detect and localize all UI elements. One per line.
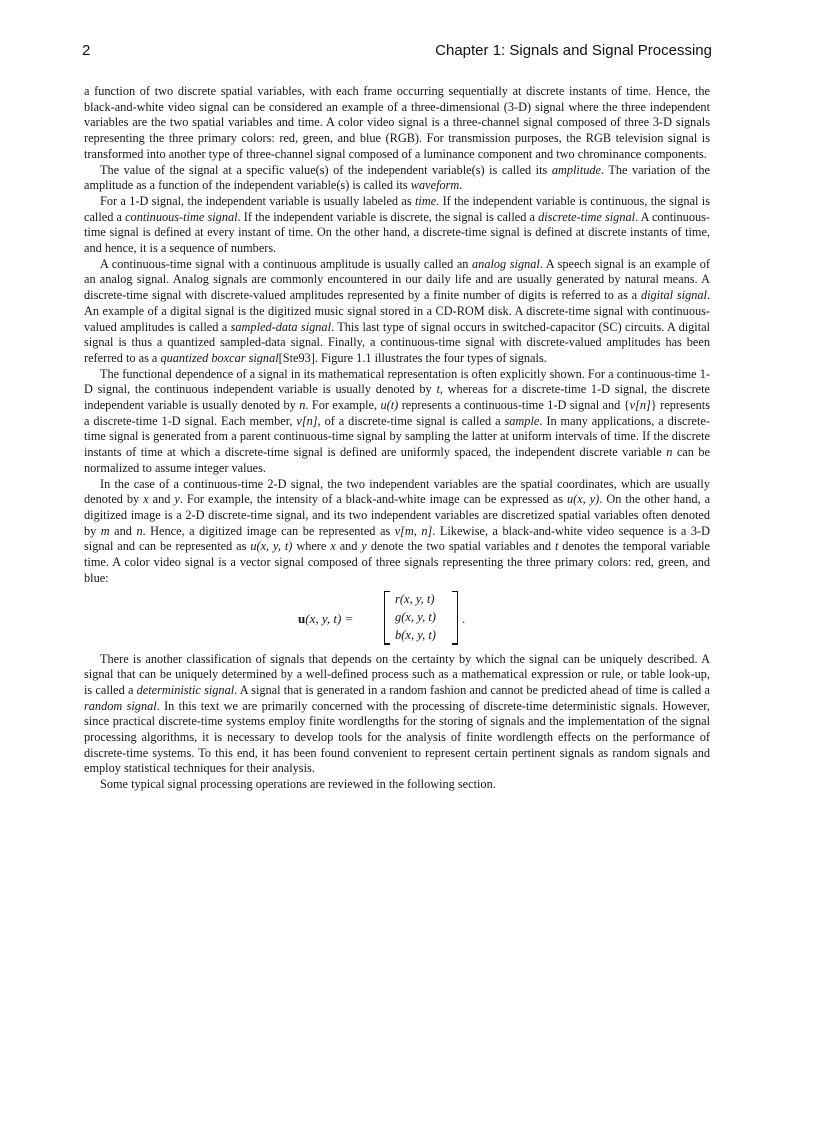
emphasized-term: m [100,523,110,538]
paragraph [84,84,710,163]
emphasized-term: t [436,382,440,397]
text-run: . On the other hand, a digitized image is a 2-D discrete-time signal, and its two independent variables are discretized spatial variables often denoted by [84,492,711,538]
equation-lhs-args: (x, y, t) = [305,610,354,626]
equation-column-vector [384,591,458,645]
page-number: 2 [82,42,91,59]
emphasized-term: x [143,492,149,507]
emphasized-term: discrete-time signal [538,209,636,224]
text-run: . If the independent variable is continuous, the signal is called a [84,193,710,224]
emphasized-term: y [361,539,367,554]
paragraph [84,163,710,194]
emphasized-term: sample [504,413,540,428]
text-run: a function of two discrete spatial variables, with each frame occurring sequentially at discrete instants of time. Hence, the black-and-white video signal can be considered an example of a three-dimensional (3-D) signal where the three independent variables are the two spatial variables and time. A color video signal is a three-channel signal composed of three 3-D signals representing the three primary colors: red, green, and blue (RGB). For transmission purposes, the RGB television signal is transformed into another type of three-channel signal composed of a luminance component and two chrominance components. [84,84,710,161]
text-run: represents a continuous-time 1-D signal and { [398,398,630,413]
paragraph [84,477,710,587]
chapter-title: Chapter 1: Signals and Signal Processing [435,42,712,59]
text-run: and [335,539,362,554]
paragraph [84,777,710,793]
emphasized-term: deterministic signal [136,682,235,697]
text-run: and [109,523,137,538]
text-run: . A continuous-time signal is defined at every instant of time. On the other hand, a discrete-time signal is defined at discrete instants of time, and hence, it is a sequence of numbers. [84,209,711,256]
emphasized-term: n [666,445,673,460]
text-run: . A signal that is generated in a random fashion and cannot be predicted ahead of time is called a [234,682,710,697]
body-text [84,84,710,793]
equation-lhs [298,611,353,627]
text-run: There is another classification of signals that depends on the certainty by which the signal can be uniquely described. A signal that can be uniquely determined by a well-defined process such as a mathematical expression or rule, or table look-up, is called a [84,651,710,697]
text-run: For a 1-D signal, the independent variable is usually labeled as [100,193,415,208]
running-header [82,42,712,62]
emphasized-term: n [136,523,143,538]
text-run: . For example, the intensity of a black-and-white image can be expressed as [179,492,567,507]
emphasized-term: waveform [410,178,460,193]
emphasized-term: u(x, y) [566,492,600,507]
emphasized-term: amplitude [551,162,601,177]
emphasized-term: analog signal [472,256,540,271]
text-run: , whereas for a discrete-time 1-D signal, the discrete independent variable is usually denoted by [84,382,711,413]
emphasized-term: v[m, n] [394,523,433,538]
vector-row-blue: b(x, y, t) [395,627,436,642]
text-run: The functional dependence of a signal in its mathematical representation is often explicitly shown. For a continuous-time 1-D signal, the continuous independent variable is usually denoted by [84,366,710,397]
vector-row-green: g(x, y, t) [395,609,436,624]
paragraph [84,367,710,477]
text-run: . [459,178,463,193]
text-run: and [148,492,175,507]
text-run: . Likewise, a black-and-white video sequence is a 3-D signal and can be represented as [84,523,710,554]
text-run: . An example of a digital signal is the digitized music signal stored in a CD-ROM disk. A discrete-time signal with continuous-valued amplitudes is called a [84,288,711,334]
emphasized-term: x [330,539,336,554]
text-run: . A speech signal is an example of an analog signal. Analog signals are commonly encountered in our daily life and are usually generated by natural means. A discrete-time signal with discrete-valued amplitudes represented by a finite number of digits is referred to as a [84,256,711,303]
emphasized-term: sampled-data signal [230,319,331,334]
text-run: . If the independent variable is discrete, the signal is called a [237,209,539,224]
text-run: The value of the signal at a specific value(s) of the independent variable(s) is called its [100,162,552,177]
text-run: denote the two spatial variables and [366,539,555,554]
emphasized-term: v[n] [296,413,318,428]
paragraph [84,194,710,257]
text-run: denotes the temporal variable time. A color video signal is a vector signal composed of three signals representing the three primary colors: red, green, and blue: [84,539,711,585]
paragraphs-after-equation [84,652,710,793]
emphasized-term: time [414,193,437,208]
text-run: Some typical signal processing operations are reviewed in the following section. [100,777,496,792]
emphasized-term: v[n] [629,398,651,413]
emphasized-term: t [554,539,559,554]
text-run: In the case of a continuous-time 2-D signal, the two independent variables are the spatial coordinates, which are usually denoted by [84,476,710,507]
emphasized-term: digital signal [640,288,707,303]
text-run: where [292,539,331,554]
text-run: . For example, [305,398,381,413]
emphasized-term: quantized boxcar signal [160,350,279,365]
text-run: . In many applications, a discrete-time signal is generated from a parent continuous-time signal by sampling the latter at uniform intervals of time. If the discrete instants of time at which a discrete-time signal is defined are uniformly spaced, the independent discrete variable [84,413,710,460]
emphasized-term: y [174,492,180,507]
equation-terminator: . [462,610,466,626]
text-run: . The variation of the amplitude as a function of the independent variable(s) is called its [84,162,710,193]
text-run: [Ste93]. Figure 1.1 illustrates the four types of signals. [278,350,547,365]
paragraph [84,257,710,367]
emphasized-term: continuous-time signal [125,209,238,224]
text-run: A continuous-time signal with a continuous amplitude is usually called an [100,256,473,271]
text-run: } represents a discrete-time 1-D signal. Each member, [84,398,711,428]
emphasized-term: n [299,398,306,413]
emphasized-term: random signal [84,698,157,713]
equation-lhs-bold: u [298,610,306,626]
color-video-equation [84,590,710,648]
vector-row-red: r(x, y, t) [395,591,435,606]
text-run: . This last type of signal occurs in switched-capacitor (SC) circuits. A digital signal is thus a quantized sampled-data signal. Finally, a continuous-time signal with discrete-valued amplitudes has been referred to as a [84,319,710,365]
paragraphs-before-equation [84,84,710,587]
text-run: . In this text we are primarily concerned with the processing of discrete-time deterministic signals. However, since practical discrete-time systems employ finite wordlengths for the storing of signals and the implementation of the signal processing algorithms, it is necessary to develop tools for the analysis of finite wordlength effects on the performance of discrete-time systems. To this end, it has been found convenient to represent certain pertinent signals as random signals and employ statistical techniques for their analysis. [84,698,710,776]
text-run: can be normalized to assume integer values. [84,445,710,475]
paragraph [84,652,710,778]
emphasized-term: u(x, y, t) [250,539,293,554]
text-run: . Hence, a digitized image can be represented as [142,523,395,538]
emphasized-term: u(t) [380,398,399,413]
text-run: , of a discrete-time signal is called a [317,413,505,428]
